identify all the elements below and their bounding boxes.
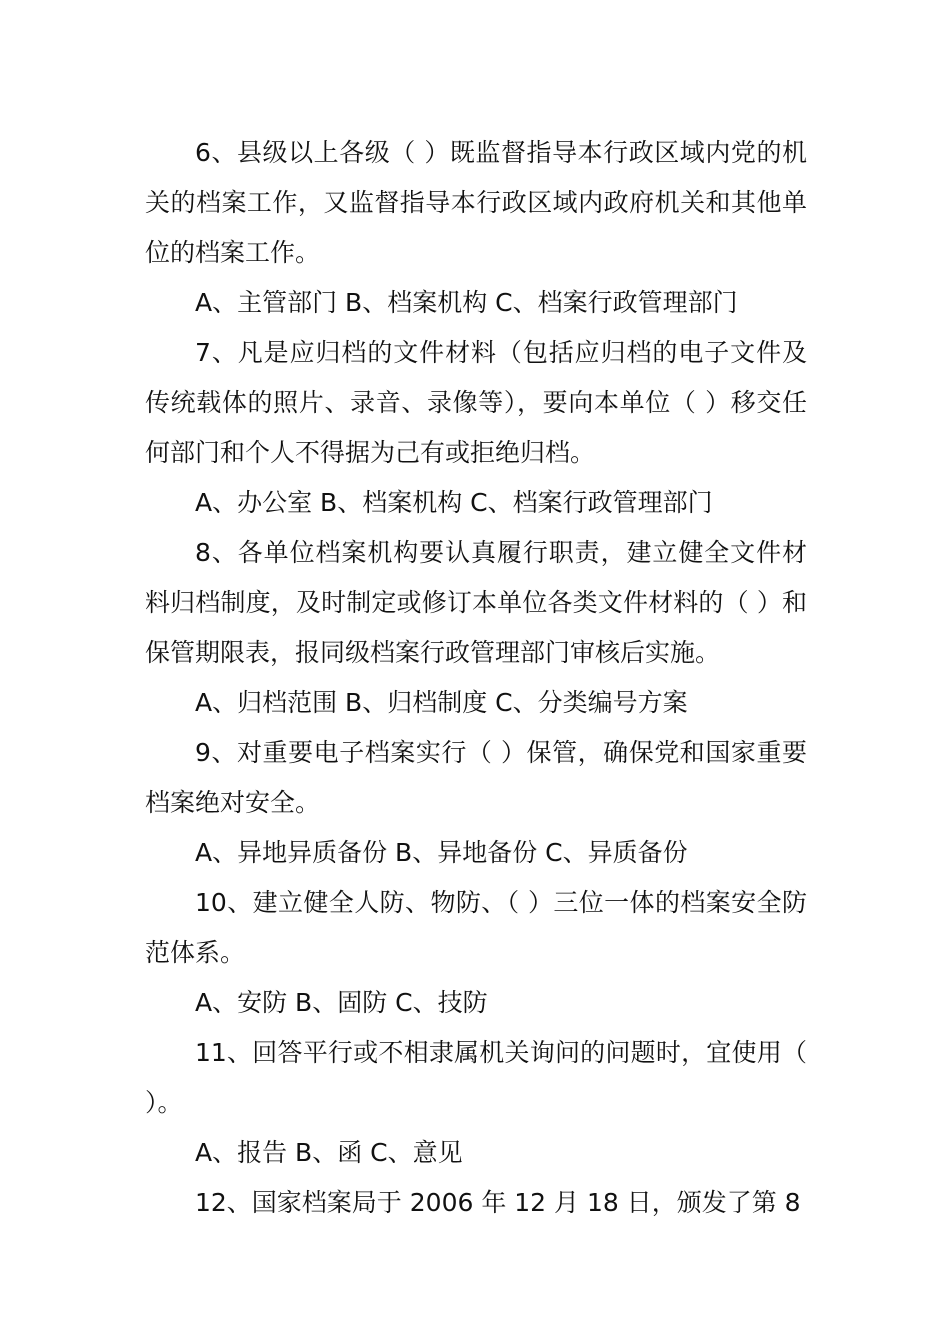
document-body bbox=[145, 128, 807, 1228]
question-9: 9、对重要电子档案实行（ ）保管，确保党和国家重要档案绝对安全。 bbox=[145, 738, 807, 817]
options-10: A、安防 B、固防 C、技防 bbox=[195, 988, 488, 1017]
options-6: A、主管部门 B、档案机构 C、档案行政管理部门 bbox=[195, 288, 738, 317]
question-8: 8、各单位档案机构要认真履行职责，建立健全文件材料归档制度，及时制定或修订本单位各类文件材料的（ ）和保管期限表，报同级档案行政管理部门审核后实施。 bbox=[145, 538, 807, 667]
options-9: A、异地异质备份 B、异地备份 C、异质备份 bbox=[195, 838, 688, 867]
question-12: 12、国家档案局于 2006 年 12 月 18 日，颁发了第 8 bbox=[195, 1188, 801, 1217]
question-11: 11、回答平行或不相隶属机关询问的问题时，宜使用（ ）。 bbox=[145, 1038, 807, 1117]
question-6: 6、县级以上各级（ ）既监督指导本行政区域内党的机关的档案工作，又监督指导本行政区域内政府机关和其他单位的档案工作。 bbox=[145, 138, 807, 267]
options-7: A、办公室 B、档案机构 C、档案行政管理部门 bbox=[195, 488, 713, 517]
options-11: A、报告 B、函 C、意见 bbox=[195, 1138, 463, 1167]
options-8: A、归档范围 B、归档制度 C、分类编号方案 bbox=[195, 688, 688, 717]
question-7: 7、凡是应归档的文件材料（包括应归档的电子文件及传统载体的照片、录音、录像等），要向本单位（ ）移交任何部门和个人不得据为己有或拒绝归档。 bbox=[145, 338, 807, 467]
question-10: 10、建立健全人防、物防、（ ）三位一体的档案安全防范体系。 bbox=[145, 888, 807, 967]
